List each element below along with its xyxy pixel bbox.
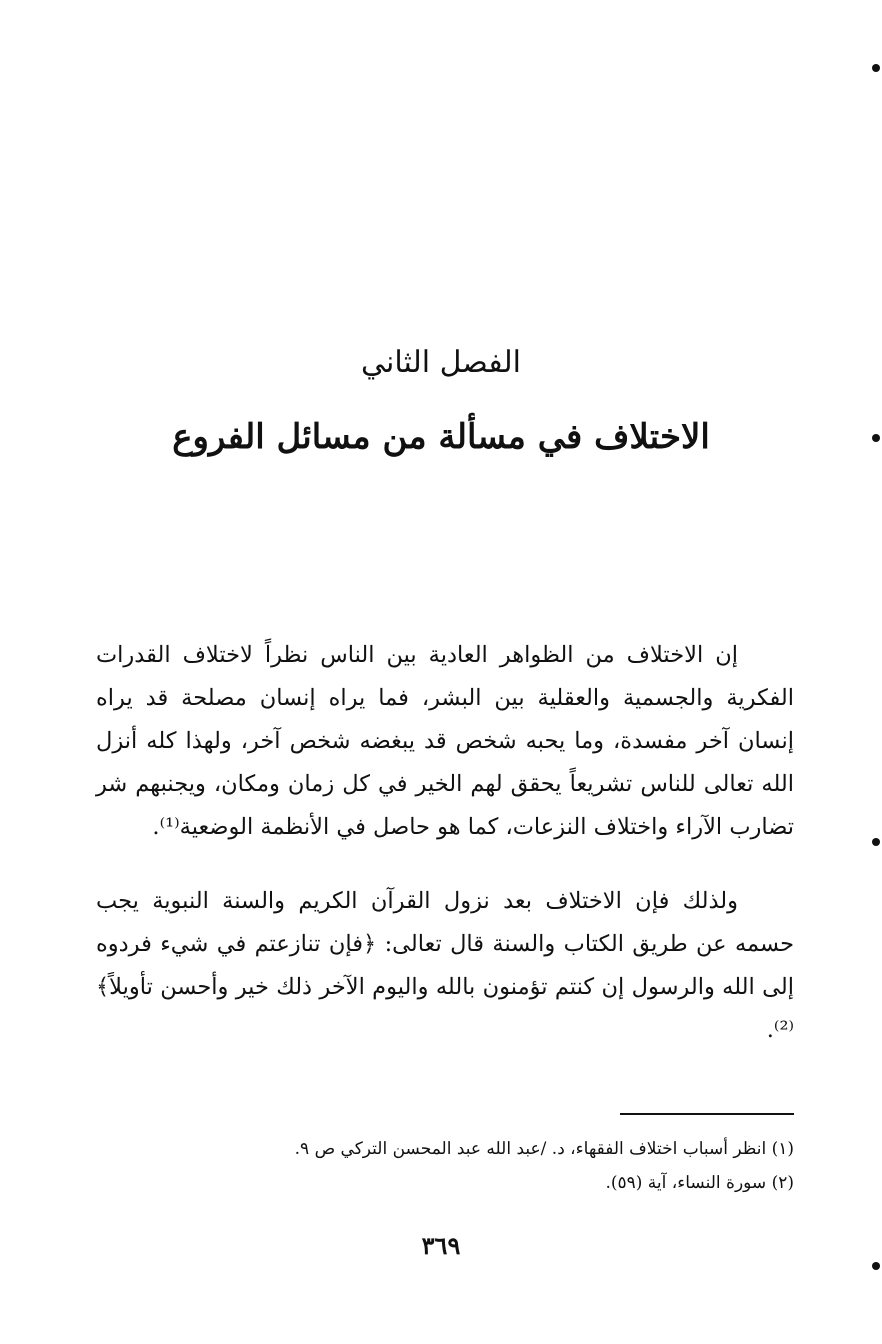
margin-dot-mark	[872, 434, 880, 442]
footnote-separator	[620, 1113, 794, 1115]
paragraph-2: ولذلك فإن الاختلاف بعد نزول القرآن الكريم والسنة النبوية يجب حسمه عن طريق الكتاب والسنة قال تعالى: ﴿فإن تنازعتم في شيء فردوه إلى الله والرسول إن كنتم تؤمنون بالله واليوم الآخر ذلك خير وأحسن تأويلاً﴾⁽²⁾.	[96, 888, 794, 1043]
paragraph-1: إن الاختلاف من الظواهر العادية بين الناس نظراً لاختلاف القدرات الفكرية والجسمية والعقلية بين البشر، فما يراه إنسان مصلحة قد يراه إنسان آخر مفسدة، وما يحبه شخص قد يبغضه شخص آخر، ولهذا كله أنزل الله تعالى للناس تشريعاً يحقق لهم الخير في كل زمان ومكان، ويجنبهم شر تضارب الآراء واختلاف النزعات، كما هو حاصل في الأنظمة الوضعية⁽¹⁾.	[96, 642, 794, 840]
chapter-title: الاختلاف في مسألة من مسائل الفروع	[172, 417, 710, 457]
footnote-2: (٢) سورة النساء، آية (٥٩).	[605, 1173, 794, 1193]
margin-dot-mark	[872, 1262, 880, 1270]
footnote-1: (١) انظر أسباب اختلاف الفقهاء، د. /عبد الله عبد المحسن التركي ص ٩.	[294, 1139, 794, 1159]
margin-dot-mark	[872, 838, 880, 846]
page-number: ٣٦٩	[421, 1231, 461, 1260]
chapter-label: الفصل الثاني	[361, 345, 521, 380]
margin-dot-mark	[872, 64, 880, 72]
footnotes	[96, 1132, 794, 1200]
